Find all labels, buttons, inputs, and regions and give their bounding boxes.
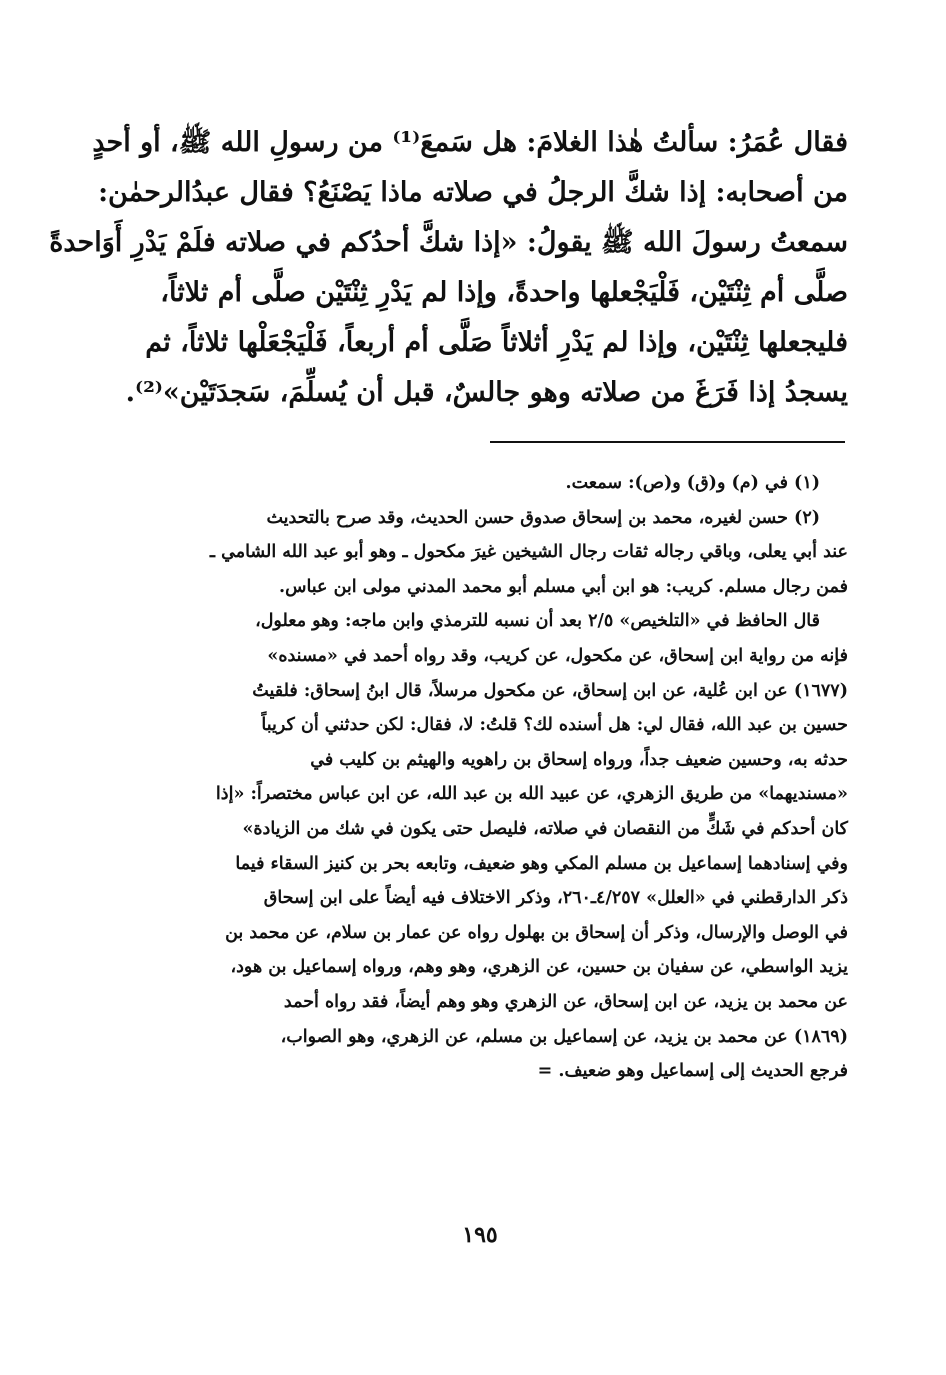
footnote-line: (١) في (م) و(ق) و(ص): سمعت. bbox=[565, 473, 820, 493]
footnote-line: يزيد الواسطي، عن سفيان بن حسين، عن الزهري، وهو وهم، ورواه إسماعيل بن هود، bbox=[230, 957, 848, 978]
main-line: يسجدُ إذا فَرَغَ من صلاته وهو جالسٌ، قبل أن يُسلِّمَ، سَجدَتَيْن»⁽²⁾. bbox=[125, 377, 848, 408]
main-line: سمعتُ رسولَ الله ﷺ يقولُ: «إذا شكَّ أحدُكم في صلاته فلَمْ يَدْرِ أَوَاحدةً bbox=[49, 227, 848, 258]
footnote-line: (١٨٦٩) عن محمد بن يزيد، عن إسماعيل بن مسلم، عن الزهري، وهو الصواب، bbox=[280, 1026, 848, 1047]
main-text-block bbox=[49, 118, 848, 418]
footnote-line: حدثه به، وحسين ضعيف جداً، ورواه إسحاق بن راهويه والهيثم بن كليب في bbox=[310, 749, 848, 770]
footnote-line: فرجع الحديث إلى إسماعيل وهو ضعيف. = bbox=[537, 1061, 848, 1082]
footnote-line: كان أحدكم في شَكٍّ من النقصان في صلاته، فليصل حتى يكون في شك من الزيادة» bbox=[242, 818, 848, 839]
footnote-line: «مسنديهما» من طريق الزهري، عن عبيد الله بن عبد الله، عن ابن عباس مختصراً: «إذا bbox=[215, 784, 848, 805]
footnote-line: فإنه من رواية ابن إسحاق، عن مكحول، عن كريب، وقد رواه أحمد في «مسنده» bbox=[267, 645, 848, 666]
footnote-line: (٢) حسن لغيره، محمد بن إسحاق صدوق حسن الحديث، وقد صرح بالتحديث bbox=[266, 507, 820, 528]
footnote-line: في الوصل والإرسال، وذكر أن إسحاق بن بهلول رواه عن عمار بن سلام، عن محمد بن bbox=[225, 922, 848, 943]
footnote-line: فمن رجال مسلم. كريب: هو ابن أبي مسلم أبو محمد المدني مولى ابن عباس. bbox=[278, 576, 848, 597]
main-line: فقال عُمَرُ: سألتُ هٰذا الغلامَ: هل سَمعَ⁽¹⁾ من رسولِ الله ﷺ، أو أحدٍ bbox=[92, 127, 848, 158]
footnote-line: عن محمد بن يزيد، عن ابن إسحاق، عن الزهري وهو وهم أيضاً، فقد رواه أحمد bbox=[283, 991, 848, 1012]
footnote-line: (١٦٧٧) عن ابن عُلية، عن ابن إسحاق، عن مكحول مرسلاً، قال ابنُ إسحاق: فلقيتُ bbox=[252, 680, 848, 701]
footnote-line: عند أبي يعلى، وباقي رجاله ثقات رجال الشيخين غيرَ مكحول ـ وهو أبو عبد الله الشامي ـ bbox=[209, 542, 848, 563]
footnotes-block bbox=[140, 466, 848, 1089]
main-line: من أصحابه: إذا شكَّ الرجلُ في صلاته ماذا يَصْنَعُ؟ فقال عبدُالرحمٰن: bbox=[98, 177, 848, 208]
footnote-line: قال الحافظ في «التلخيص» ٢/٥ بعد أن نسبه للترمذي وابن ماجه: وهو معلول، bbox=[255, 611, 820, 632]
footnote-line: وفي إسنادهما إسماعيل بن مسلم المكي وهو ضعيف، وتابعه بحر بن كنيز السقاء فيما bbox=[235, 853, 848, 874]
footnote-line: ذكر الدارقطني في «العلل» ٤/٢٥٧ـ٢٦٠، وذكر الاختلاف فيه أيضاً على ابن إسحاق bbox=[263, 888, 848, 909]
main-line: فليجعلها ثِنْتَيْن، وإذا لم يَدْرِ أثلاثاً صَلَّى أم أربعاً، فَلْيَجْعَلْها ثلاثاً، ثم bbox=[145, 327, 848, 358]
page-number: ١٩٥ bbox=[462, 1222, 498, 1248]
main-line: صلَّى أم ثِنْتَيْن، فَلْيَجْعلها واحدةً، وإذا لم يَدْرِ ثِنْتَيْن صلَّى أم ثلاثاً، bbox=[160, 277, 848, 308]
footnote-divider bbox=[490, 441, 845, 443]
footnote-line: حسين بن عبد الله، فقال لي: هل أسنده لك؟ قلتُ: لا، فقال: لكن حدثني أن كريباً bbox=[261, 715, 848, 736]
